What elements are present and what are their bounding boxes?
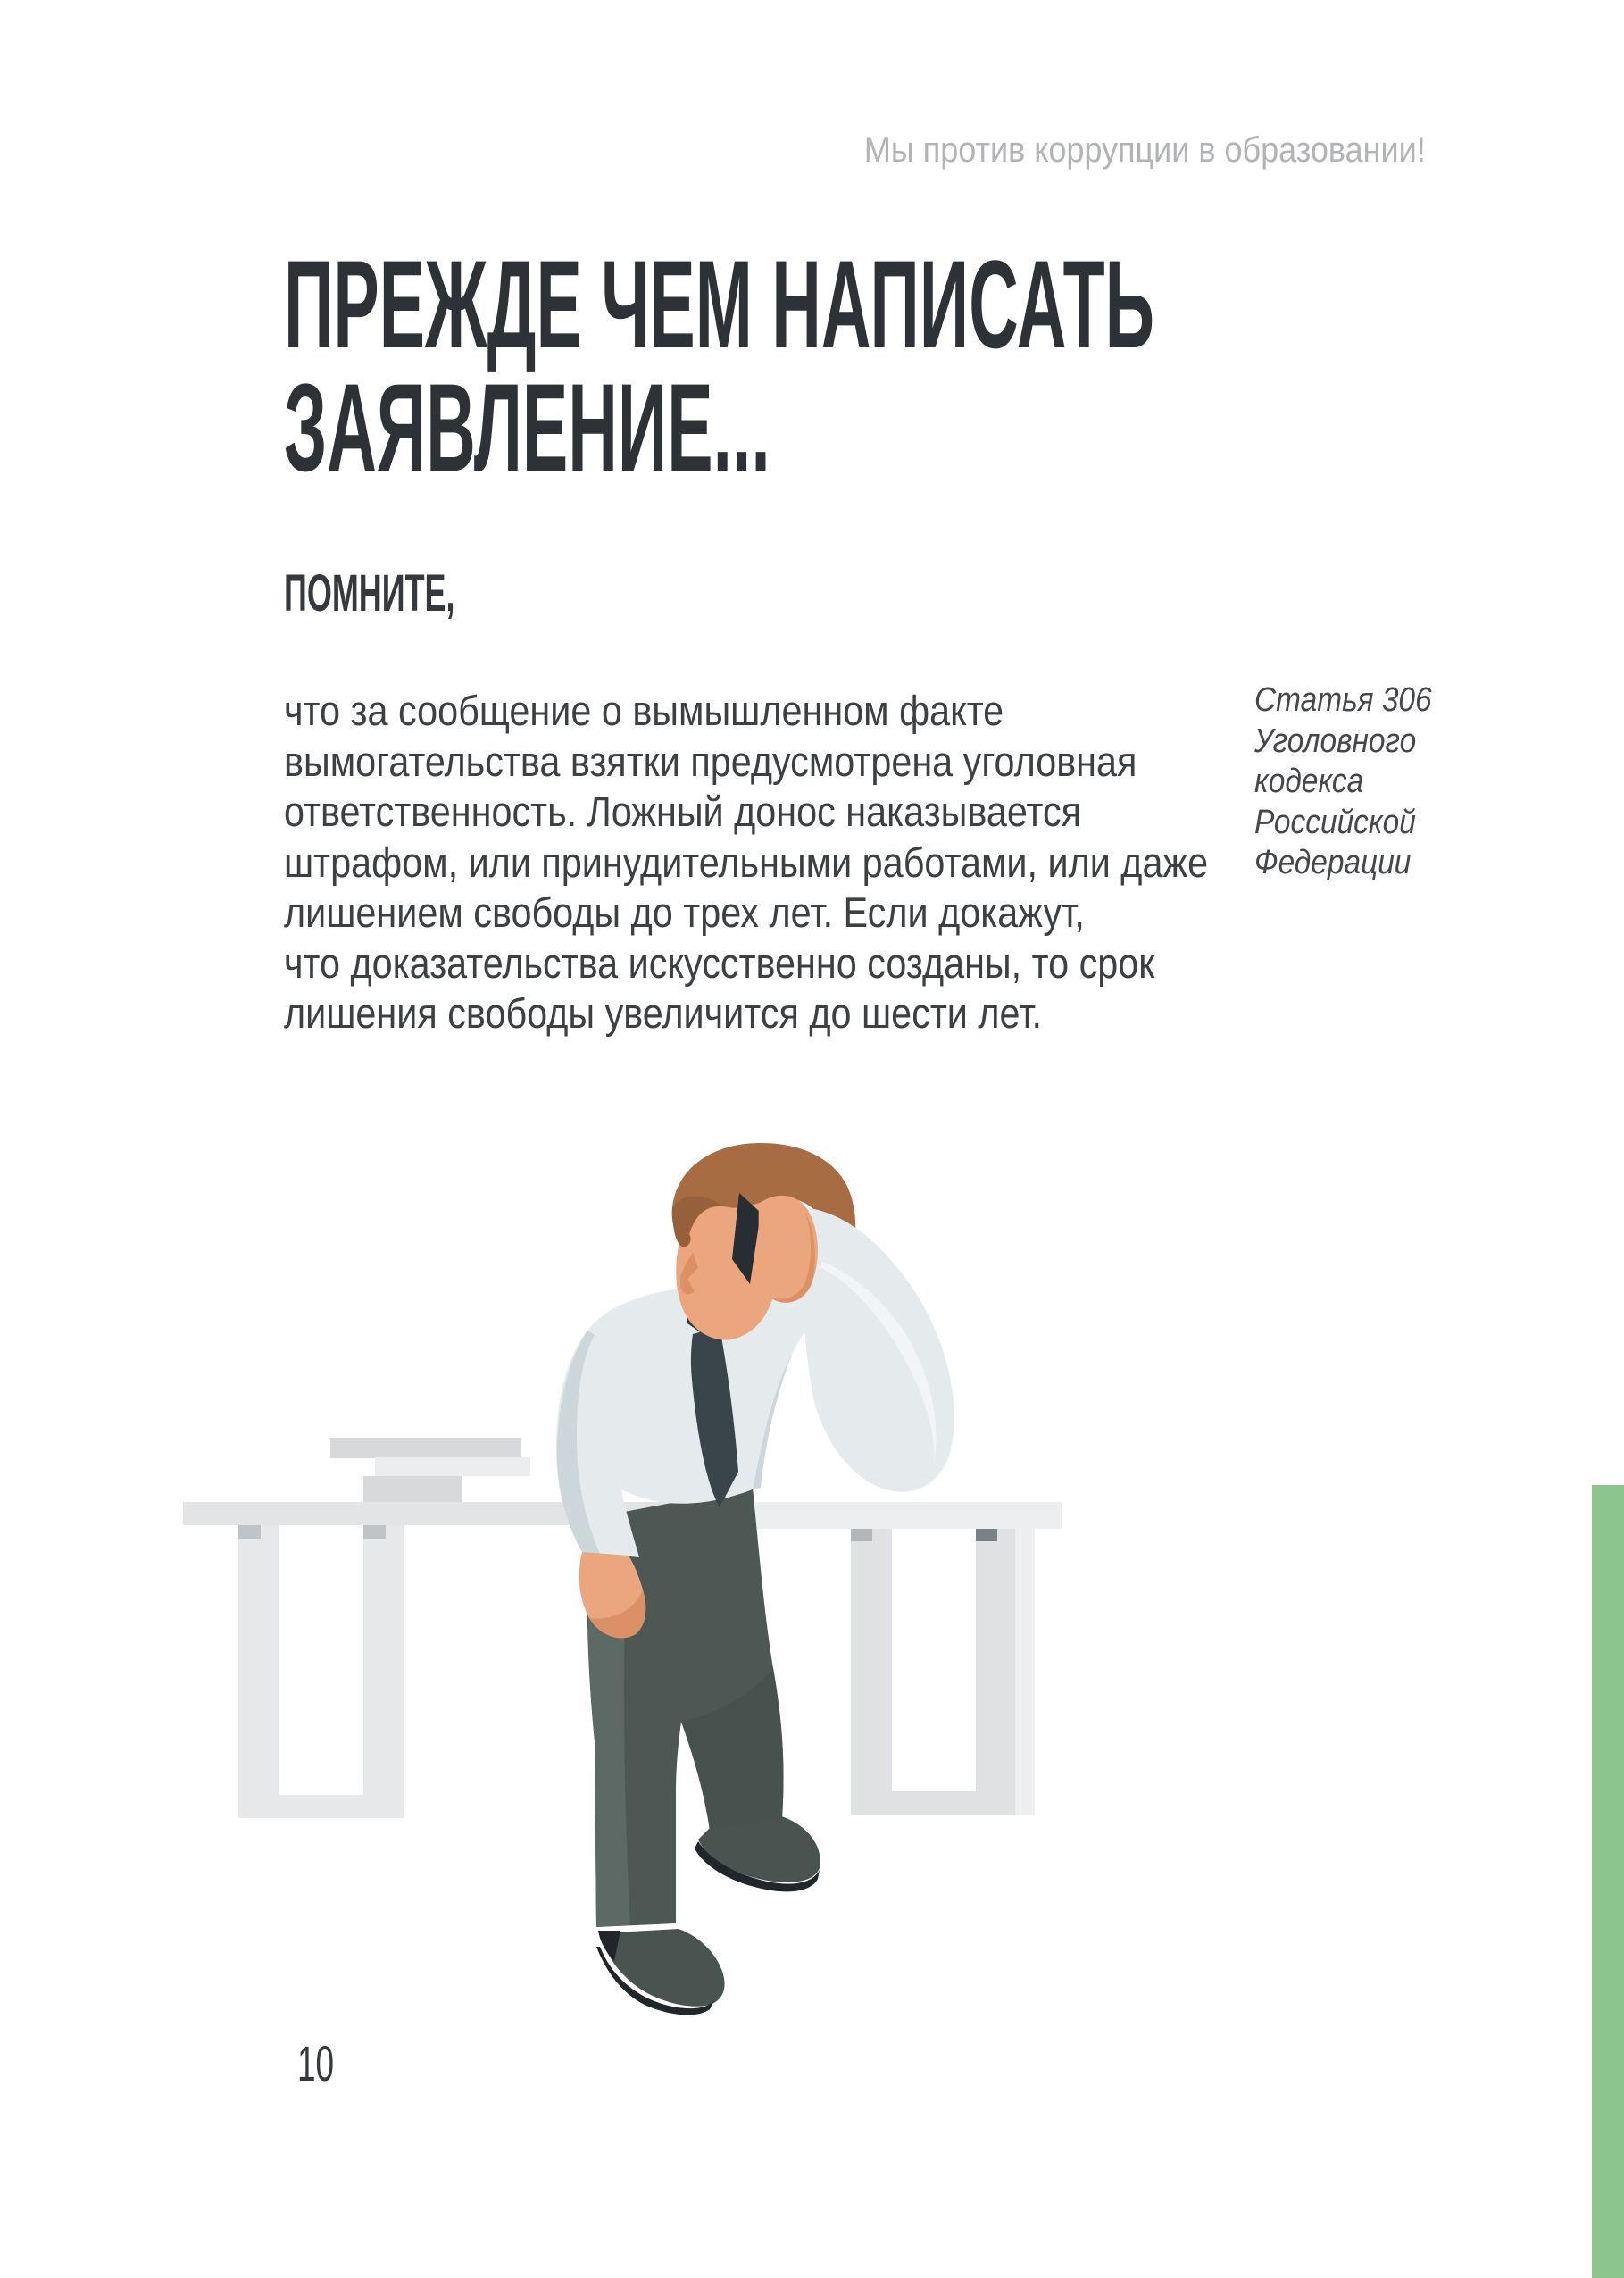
front-shoe <box>600 1929 725 2007</box>
page-title: ПРЕЖДЕ ЧЕМ НАПИСАТЬ ЗАЯВЛЕНИЕ... <box>284 234 1154 497</box>
man-bent-arm-sleeve <box>797 1207 954 1492</box>
right-desk-leg-cap <box>976 1529 997 1541</box>
left-desk-leg-cap <box>238 1525 261 1539</box>
papers-stack <box>330 1438 530 1503</box>
left-desk-legs <box>238 1525 404 1818</box>
right-desk-leg-cap <box>851 1529 872 1541</box>
body-paragraph: что за сообщение о вымышленном факте вымогательства взятки предусмотрена уголовная ответственность. Ложный донос наказывается штрафом, или принудительными работами, или даже лишением свободы до трех лет. Если докажут, что доказательства искусственно созданы, то срок лишения свободы увеличится до шести лет. <box>284 687 1209 1037</box>
right-desk-leg-side <box>1015 1529 1035 1815</box>
paper-sheet <box>363 1476 462 1503</box>
paper-sheet <box>375 1457 530 1476</box>
page-number: 10 <box>297 2035 335 2091</box>
left-desk-leg-cap <box>363 1525 386 1539</box>
subheading-pomnite: ПОМНИТЕ, <box>284 564 455 622</box>
paper-sheet <box>330 1438 521 1458</box>
right-desk <box>754 1502 1062 1815</box>
law-article-note: Статья 306 Уголовного кодекса Российской Федерации <box>1254 681 1432 881</box>
man-figure <box>556 1143 954 2015</box>
right-desk-top <box>754 1502 1062 1529</box>
right-desk-legs <box>851 1529 1017 1815</box>
accent-bar <box>1592 1485 1624 2278</box>
header-tagline: Мы против коррупции в образовании! <box>864 130 1426 170</box>
